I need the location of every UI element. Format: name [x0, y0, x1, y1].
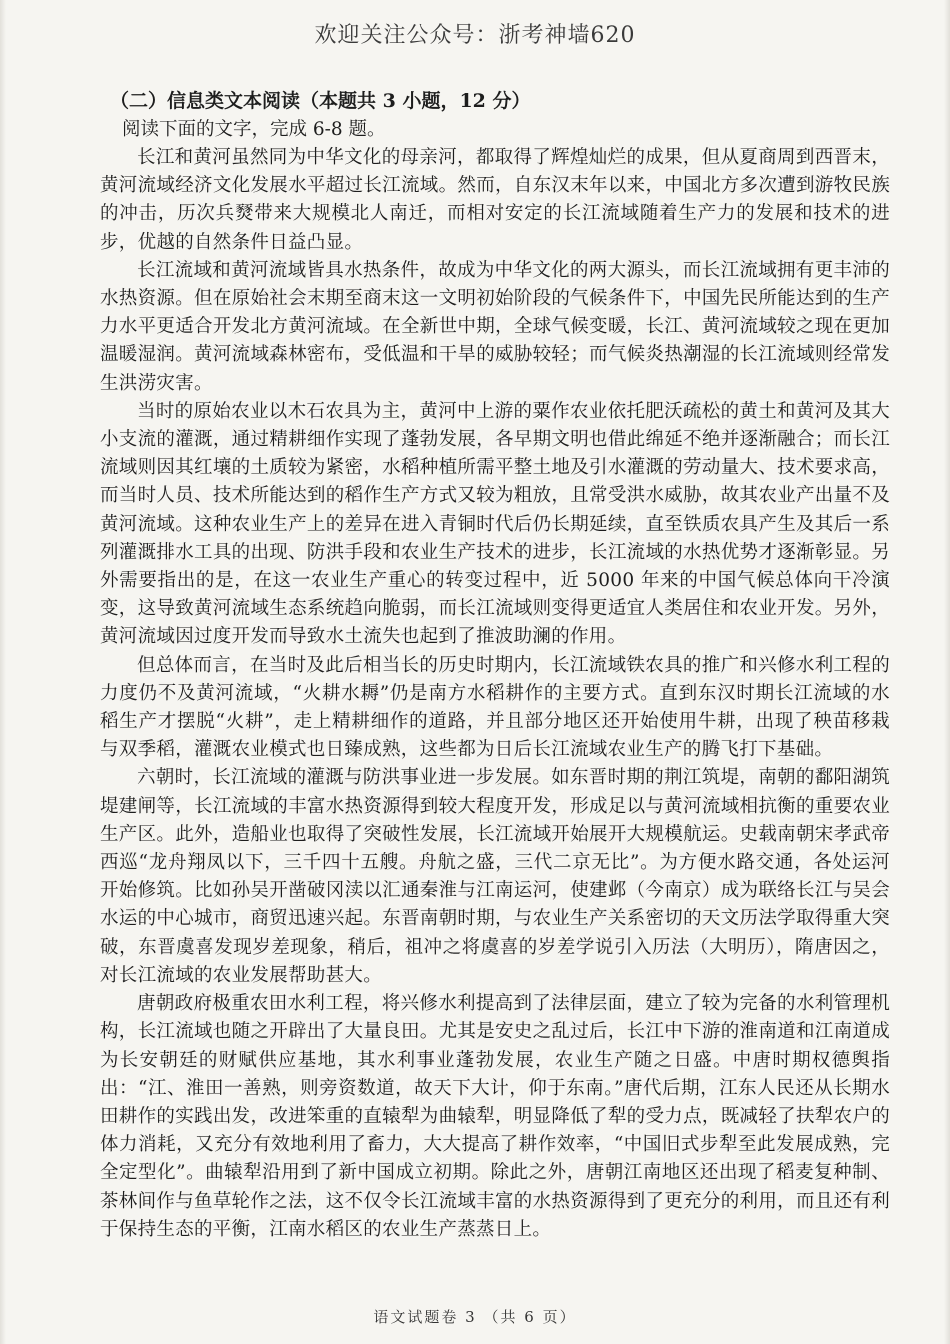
paragraph-6: 唐朝政府极重农田水利工程，将兴修水利提高到了法律层面，建立了较为完备的水利管理机构，长江流域也随之开辟出了大量良田。尤其是安史之乱过后，长江中下游的淮南道和江南道成为长安朝廷的财赋供应基地，其水利事业蓬勃发展，农业生产随之日盛。中唐时期权德舆指出：“江、淮田一善熟，则旁资数道，故天下大计，仰于东南。”唐代后期，江东人民还从长期水田耕作的实践出发，改进笨重的直辕犁为曲辕犁，明显降低了犁的受力点，既减轻了扶犁农户的体力消耗，又充分有效地利用了畜力，大大提高了耕作效率，“中国旧式步犁至此发展成熟，完全定型化”。曲辕犁沿用到了新中国成立初期。除此之外，唐朝江南地区还出现了稻麦复种制、茶林间作与鱼草轮作之法，这不仅令长江流域丰富的水热资源得到了更充分的利用，而且还有利于保持生态的平衡，江南水稻区的农业生产蒸蒸日上。: [100, 993, 890, 1240]
section-title: （二）信息类文本阅读（本题共 3 小题，12 分）: [110, 90, 531, 112]
scan-edge-left: [0, 0, 6, 1344]
paragraph-5: 六朝时，长江流域的灌溉与防洪事业进一步发展。如东晋时期的荆江筑堤，南朝的鄱阳湖筑堤建闸等，长江流域的丰富水热资源得到较大程度开发，形成足以与黄河流域相抗衡的重要农业生产区。此外，造船业也取得了突破性发展，长江流域开始展开大规模航运。史载南朝宋孝武帝西巡“龙舟翔凤以下，三千四十五艘。舟航之盛，三代二京无比”。为方便水路交通，各处运河开始修筑。比如孙吴开凿破冈渎以汇通秦淮与江南运河，使建邺（今南京）成为联络长江与吴会水运的中心城市，商贸迅速兴起。东晋南朝时期，与农业生产关系密切的天文历法学取得重大突破，东晋虞喜发现岁差现象，稍后，祖冲之将虞喜的岁差学说引入历法（大明历），隋唐因之，对长江流域的农业发展帮助甚大。: [100, 767, 890, 986]
reading-instruction: 阅读下面的文字，完成 6-8 题。: [122, 119, 386, 140]
paragraph-3: 当时的原始农业以木石农具为主，黄河中上游的粟作农业依托肥沃疏松的黄土和黄河及其大小支流的灌溉，通过精耕细作实现了蓬勃发展，各早期文明也借此绵延不绝并逐渐融合；而长江流域则因其红壤的土质较为紧密，水稻种植所需平整土地及引水灌溉的劳动量大、技术要求高，而当时人员、技术所能达到的稻作生产方式又较为粗放，且常受洪水威胁，故其农业产出量不及黄河流域。这种农业生产上的差异在进入青铜时代后仍长期延续，直至铁质农具产生及其后一系列灌溉排水工具的出现、防洪手段和农业生产技术的进步，长江流域的水热优势才逐渐彰显。另外需要指出的是，在这一农业生产重心的转变过程中，近 5000 年来的中国气候总体向干冷演变，这导致黄河流域生态系统趋向脆弱，而长江流域则变得更适宜人类居住和农业开发。另外，黄河流域因过度开发而导致水土流失也起到了推波助澜的作用。: [100, 400, 890, 648]
paragraph-2: 长江流域和黄河流域皆具水热条件，故成为中华文化的两大源头，而长江流域拥有更丰沛的水热资源。但在原始社会末期至商末这一文明初始阶段的气候条件下，中国先民所能达到的生产力水平更适合开发北方黄河流域。在全新世中期，全球气候变暖，长江、黄河流域较之现在更加温暖湿润。黄河流域森林密布，受低温和干旱的威胁较轻；而气候炎热潮湿的长江流域则经常发生洪涝灾害。: [100, 259, 890, 394]
scan-edge-right: [944, 0, 950, 1344]
page-content: [100, 88, 890, 1244]
page-footer: 语文试题卷 3 （共 6 页）: [373, 1308, 577, 1326]
paragraph-1: 长江和黄河虽然同为中华文化的母亲河，都取得了辉煌灿烂的成果，但从夏商周到西晋末，黄河流域经济文化发展水平超过长江流域。然而，自东汉末年以来，中国北方多次遭到游牧民族的冲击，历次兵燹带来大规模北人南迁，而相对安定的长江流域随着生产力的发展和技术的进步，优越的自然条件日益凸显。: [100, 147, 890, 253]
paragraph-4: 但总体而言，在当时及此后相当长的历史时期内，长江流域铁农具的推广和兴修水利工程的力度仍不及黄河流域，“火耕水耨”仍是南方水稻耕作的主要方式。直到东汉时期长江流域的水稻生产才摆脱“火耕”，走上精耕细作的道路，并且部分地区还开始使用牛耕，出现了秧苗移栽与双季稻，灌溉农业模式也日臻成熟，这些都为日后长江流域农业生产的腾飞打下基础。: [100, 654, 890, 761]
watermark-header: 欢迎关注公众号：浙考神墙620: [314, 23, 636, 48]
